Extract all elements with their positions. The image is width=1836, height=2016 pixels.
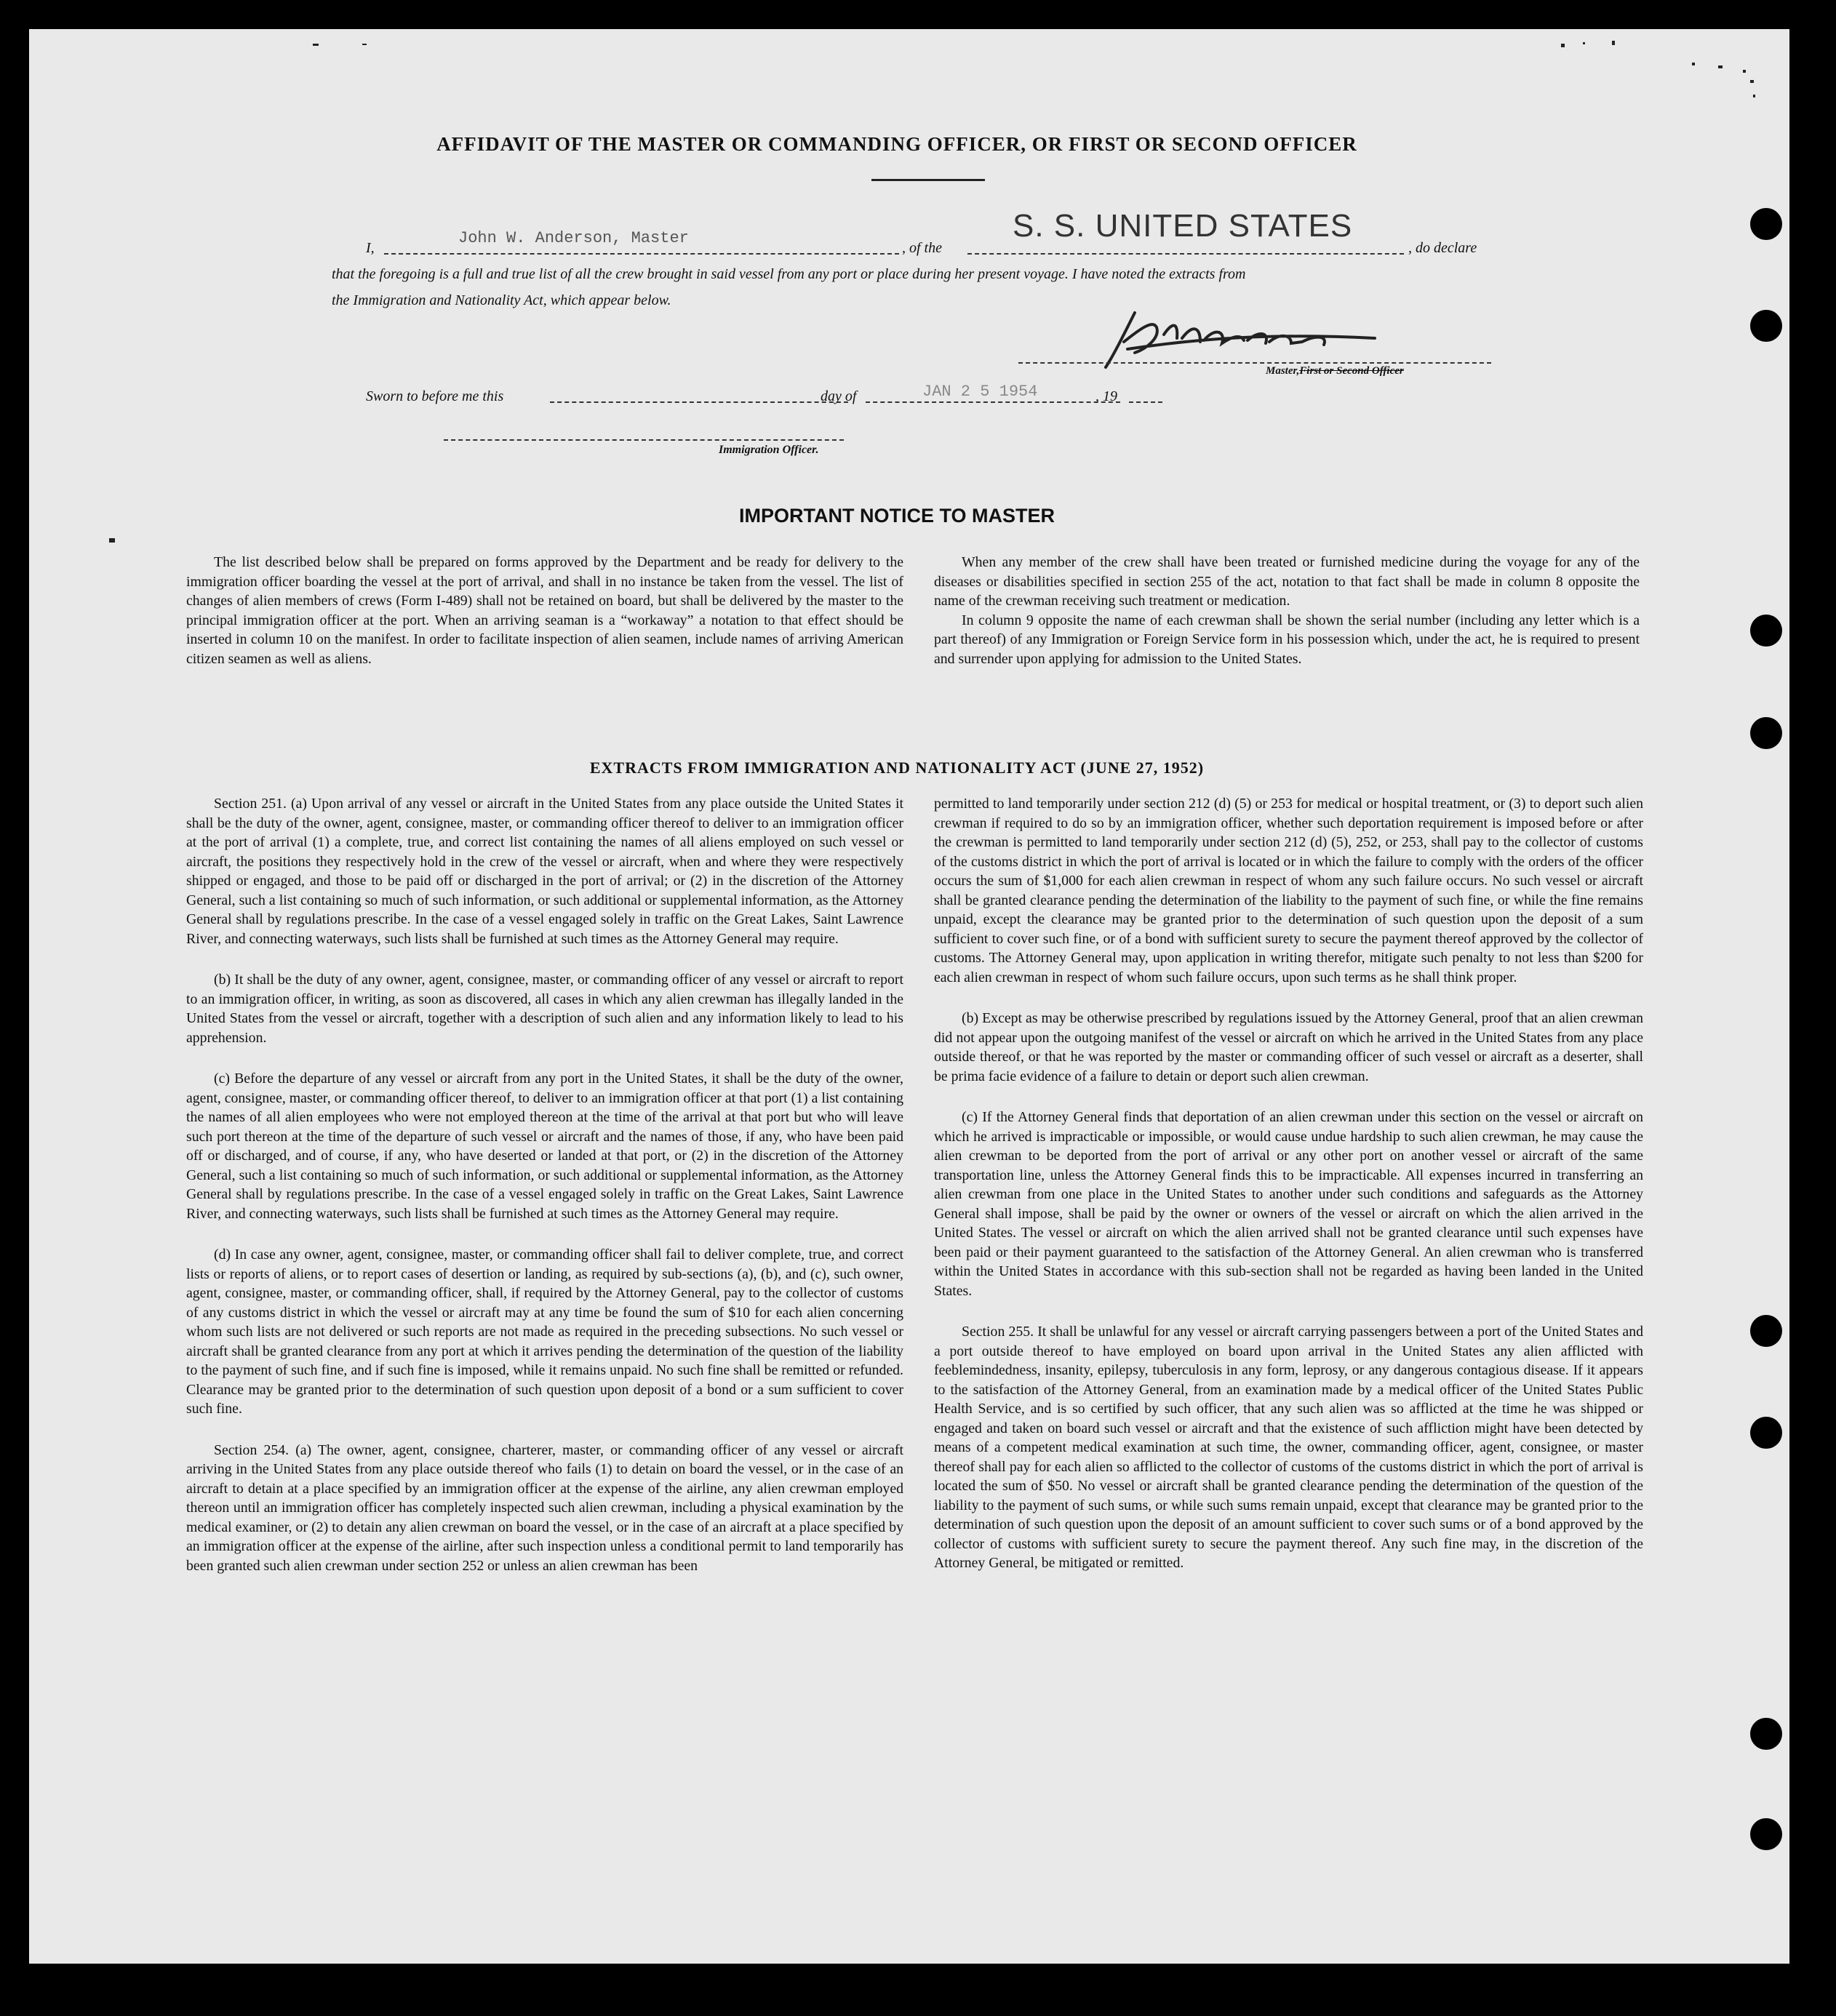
vessel-fill-line (967, 253, 1404, 255)
extracts-right-column (934, 794, 1643, 1579)
section-255: Section 255. It shall be unlawful for any vessel or aircraft carrying passengers between a port of the United States and a port outside thereof to have employed on board upon arrival in the United States any alien afflicted with feeblemindedness, insanity, epilepsy, tuberculosis in any form, leprosy, or any dangerous contagious disease. If it appears to the satisfaction of the Attorney General, from an examination made by a medical officer of the United States Public Health Service, and is so certified by such officer, that any such alien was so afflicted at the time he was shipped or engaged and taken on board such vessel or aircraft and that the existence of such affliction might have been detected by means of a competent medical examination at such time, the owner, commanding officer, agent, consignee, or master thereof shall pay for each alien so afflicted to the collector of customs of the customs district in which the port of arrival is located the sum of $50. No vessel or aircraft shall be granted clearance pending the determination of the question of the liability to the payment of such sums, or while such sums remain unpaid, except that clearance may be granted prior to the determination of such question upon the deposit of an amount sufficient to cover such sums or of a bond approved by the collector of customs with sufficient surety to secure the payment thereof. Any such fine may, in the discretion of the Attorney General, be mitigated or remitted. (934, 1324, 1643, 1571)
signature-caption (1266, 365, 1404, 377)
officer-signature-line (444, 439, 844, 441)
caption-master: Master, (1266, 365, 1300, 377)
binder-hole (1750, 1818, 1782, 1850)
sworn-month-line (866, 401, 1120, 403)
section-251-a: Section 251. (a) Upon arrival of any vessel or aircraft in the United States from any place outside the United States it shall be the duty of the owner, agent, consignee, master, or commanding officer thereof to deliver to an immigration officer at the port of arrival (1) a complete, true, and correct list containing the names of all aliens employed on such vessel or aircraft, the positions they respectively hold in the crew of the vessel or aircraft, when and where they were respectively shipped or engaged, and those to be paid off or discharged in the port of arrival; or (2) in the discretion of the Attorney General, such a list containing so much of such information, or such additional or supplemental information, as the Attorney General shall by regulations prescribe. In the case of a vessel engaged solely in traffic on the Great Lakes, Saint Lawrence River, and connecting waterways, such lists shall be furnished at such times as the Attorney General may require. (186, 796, 903, 947)
day-of-label: day of (821, 388, 857, 404)
scan-speck (1561, 44, 1565, 47)
sworn-label: Sworn to before me this (366, 388, 504, 404)
binder-hole (1750, 1718, 1782, 1750)
caption-struck-officer: First or Second Officer (1299, 365, 1404, 377)
section-251-c: (c) Before the departure of any vessel or aircraft from any port in the United States, it shall be the duty of the owner, agent, consignee, master, or commanding officer thereof, to deliver to an immigration officer at that port (1) a list containing the names of all alien employees who were not employed thereon at the time of the arrival at that port but who will leave such port thereon at the time of the departure of such vessel or aircraft and the names of those, if any, who have been paid off or discharged, and of course, if any, who have deserted or landed at that port, or (2) in the discretion of the Attorney General, such a list containing so much of such information, or such additional or supplemental information, as the Attorney General shall by regulations prescribe. In the case of a vessel engaged solely in traffic on the Great Lakes, Saint Lawrence River, and connecting waterways, such lists shall be furnished at such times as the Attorney General may require. (186, 1071, 903, 1222)
i-label: I, (366, 240, 375, 256)
notice-title: IMPORTANT NOTICE TO MASTER (739, 505, 1055, 527)
section-251-b: (b) It shall be the duty of any owner, agent, consignee, master, or commanding officer of any vessel or aircraft to report to an immigration officer, in writing, as soon as discovered, all cases in which any alien crewman has illegally landed in the United States from the vessel or aircraft, together with a description of such alien and any information likely to lead to his apprehension. (186, 972, 903, 1046)
affidavit-title: AFFIDAVIT OF THE MASTER OR COMMANDING OFFICER, OR FIRST OR SECOND OFFICER (436, 133, 1357, 155)
do-declare-label: , do declare (1408, 240, 1477, 256)
scan-speck (109, 538, 115, 543)
date-stamp: JAN 2 5 1954 (922, 383, 1038, 401)
officer-caption: Immigration Officer. (719, 444, 819, 456)
section-251-d: (d) In case any owner, agent, consignee, master, or commanding officer shall fail to deliver complete, true, and correct lists or reports of aliens, or to report cases of desertion or landing, as required by sub-sections (a), (b), and (c), such owner, agent, consignee, master, or commanding officer, shall, if required by the Attorney General, pay to the collector of customs of any customs district in which the vessel or aircraft may at any time be found the sum of $10 for each alien concerning whom such lists are not delivered or such reports are not made as required in the preceding subsections. No such vessel or aircraft shall be granted clearance from any port at which it arrives pending the determination of the question of the liability to the payment of such fine, and if such fine is imposed, while it remains unpaid. No such fine shall be remitted or refunded. Clearance may be granted prior to the determination of such question upon deposit of a bond or a sum sufficient to cover such fine. (186, 1247, 903, 1417)
scan-speck (1718, 65, 1723, 68)
section-254-a-continued: permitted to land temporarily under section 212 (d) (5) or 253 for medical or hospital treatment, or (3) to deport such alien crewman if required to do so by an immigration officer, whether such deportation requirement is imposed before or after the crewman is permitted to land temporarily under section 212 (d) (5), 252, or 253, shall pay to the collector of customs of the customs district in which the port of arrival is located or in which the failure to comply with the orders of the officer occurs the sum of $1,000 for each alien crewman in respect of whom any such failure occurs. No such vessel or aircraft shall be granted clearance pending the determination of the liability to the payment of such fine, or while the fine remains unpaid, except the clearance may be granted prior to the determination of such question upon the deposit of a sum sufficient to cover such fine, or of a bond with sufficient surety to secure the payment thereof approved by the collector of customs. The Attorney General may, upon application in writing therefor, mitigate such penalty to not less than $200 for each alien crewman in respect of whom such failure occurs, upon such terms as he shall think proper. (934, 796, 1643, 985)
scan-speck (1743, 70, 1746, 73)
section-254-a: Section 254. (a) The owner, agent, consignee, charterer, master, or commanding officer of any vessel or aircraft arriving in the United States from any place outside thereof who fails (1) to detain on board the vessel, or in the case of an aircraft to detain at a place specified by an immigration officer at the expense of the airline, any alien crewman employed thereon until an immigration officer has completely inspected such alien crewman, including a physical examination by the medical examiner, or (2) to detain any alien crewman on board the vessel, or in the case of an aircraft at a place specified by an immigration officer at the expense of the airline, after such inspection unless a conditional permit to land temporarily has been granted such alien crewman under section 252 or unless an alien crewman has been (186, 1441, 903, 1574)
declaration-line-2: the Immigration and Nationality Act, which appear below. (332, 292, 671, 308)
year-prefix: , 19 (1095, 388, 1117, 404)
binder-hole (1750, 717, 1782, 749)
scan-speck (1612, 41, 1615, 45)
binder-hole (1750, 1417, 1782, 1449)
notice-left-paragraph: The list described below shall be prepared on forms approved by the Department and be ready for delivery to the immigration officer boarding the vessel at the port of arrival, and shall in no instance be taken from the vessel. The list of changes of alien members of crews (Form I-489) shall not be retained on board, but shall be delivered by the master to the principal immigration officer at the port. When an arriving seaman is a “workaway” a notation to that effect should be inserted in column 10 on the manifest. In order to facilitate inspection of alien seamen, include names of arriving American citizen seamen as well as aliens. (186, 554, 903, 667)
scan-speck (362, 44, 367, 45)
notice-right-paragraph-1: When any member of the crew shall have been treated or furnished medicine during the voyage for any of the diseases or disabilities specified in section 255 of the act, notation to that fact shall be made in column 8 opposite the name of the crewman receiving such treatment or medication. (934, 554, 1640, 609)
binder-hole (1750, 1315, 1782, 1347)
vessel-name-stamp: S. S. UNITED STATES (1013, 208, 1353, 244)
binder-hole (1750, 208, 1782, 240)
section-254-c: (c) If the Attorney General finds that deportation of an alien crewman under this section on the vessel or aircraft on which he arrived is impracticable or impossible, or would cause undue hardship to such alien crewman, he may cause the alien crewman to be deported from the port of arrival or any other port on another vessel or aircraft of the same transportation line, unless the Attorney General finds this to be impracticable. All expenses incurred in transferring an alien crewman from one place in the United States to another under such conditions and safeguards as the Attorney General shall impose, shall be paid by the owner or owners of the vessel or aircraft on which the alien arrived in the United States. The vessel or aircraft on which the alien arrived shall not be granted clearance until such expenses have been paid or their payment guaranteed to the satisfaction of the Attorney General. An alien crewman who is transferred within the United States in accordance with this sub-section shall not be regarded as having been landed in the United States. (934, 1109, 1643, 1299)
title-rule (871, 179, 985, 181)
notice-right-column (934, 553, 1640, 674)
document-page (29, 29, 1789, 1964)
scan-speck (1583, 42, 1585, 44)
master-name-typed: John W. Anderson, Master (458, 229, 689, 247)
extracts-left-column (186, 794, 903, 1581)
binder-hole (1750, 310, 1782, 342)
signature-line (1018, 362, 1491, 364)
scan-speck (1692, 63, 1695, 65)
notice-right-paragraph-2: In column 9 opposite the name of each crewman shall be shown the serial number (including any letter which is a part thereof) of any Immigration or Foreign Service form in his possession which, under the act, he is required to present and surrender upon applying for admission to the United States. (934, 612, 1640, 667)
scan-speck (313, 44, 319, 46)
name-fill-line (384, 253, 899, 255)
year-line (1129, 401, 1162, 403)
notice-left-column (186, 553, 903, 674)
extracts-title: EXTRACTS FROM IMMIGRATION AND NATIONALITY ACT (JUNE 27, 1952) (589, 759, 1205, 777)
of-the-label: , of the (902, 240, 942, 256)
scan-speck (1750, 80, 1754, 83)
scan-speck (1753, 95, 1755, 97)
declaration-line-1: that the foregoing is a full and true list of all the crew brought in said vessel from any port or place during her present voyage. I have noted the extracts from (332, 266, 1246, 282)
section-254-b: (b) Except as may be otherwise prescribed by regulations issued by the Attorney General, proof that an alien crewman did not appear upon the outgoing manifest of the vessel or aircraft on which he arrived in the United States from any place outside thereof, or that he was reported by the master or commanding officer of such vessel or aircraft as a deserter, shall be prima facie evidence of a failure to detain or deport such alien crewman. (934, 1010, 1643, 1084)
binder-hole (1750, 615, 1782, 647)
sworn-day-line (550, 401, 848, 403)
